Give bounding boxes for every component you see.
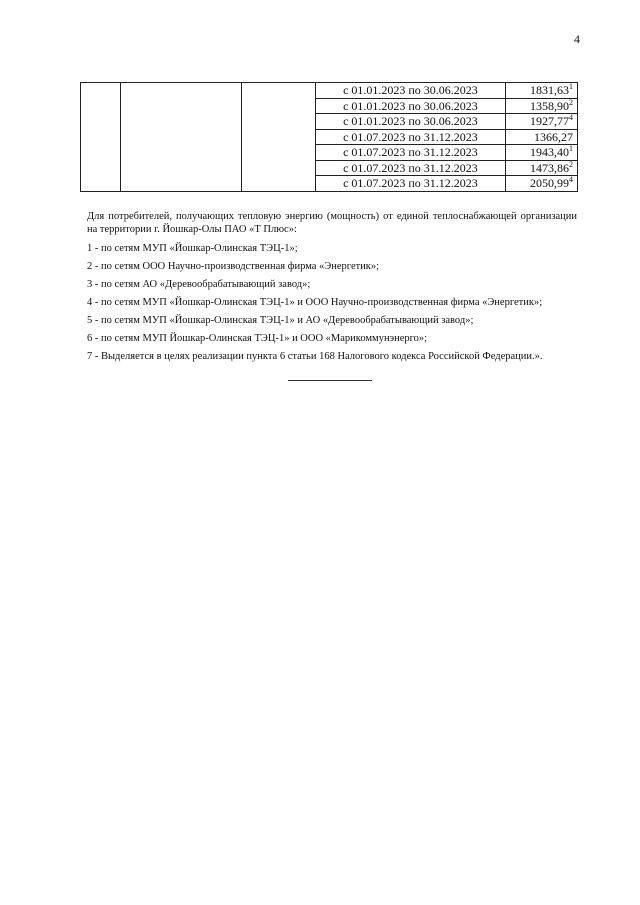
tariff-value: 1366,27 xyxy=(534,129,573,144)
footnote-mark: 1 xyxy=(569,82,573,92)
period-cell: с 01.07.2023 по 31.12.2023 xyxy=(315,129,506,145)
footnote-mark: 2 xyxy=(569,159,573,169)
tariff-value: 1831,63 xyxy=(530,83,569,98)
footnote-item: 1 - по сетям МУП «Йошкар-Олинская ТЭЦ-1»; xyxy=(87,243,298,254)
value-cell xyxy=(506,145,578,161)
value-cell xyxy=(506,129,578,145)
footnote-item: 7 - Выделяется в целях реализации пункта 6 статьи 168 Налогового кодекса Российской Федерации.». xyxy=(87,351,543,362)
footnote-mark: 1 xyxy=(569,144,573,154)
footnote-mark: 4 xyxy=(569,175,573,185)
tariff-table xyxy=(80,82,578,192)
tariff-value: 1358,90 xyxy=(530,98,569,113)
tariff-value: 1473,86 xyxy=(530,160,569,175)
footnote-item: 2 - по сетям ООО Научно-производственная фирма «Энергетик»; xyxy=(87,261,380,272)
value-cell xyxy=(506,176,578,192)
footnote-item: 5 - по сетям МУП «Йошкар-Олинская ТЭЦ-1» и АО «Деревообрабатывающий завод»; xyxy=(87,315,474,326)
footnote-item: 3 - по сетям АО «Деревообрабатывающий завод»; xyxy=(87,279,311,290)
footnote-mark: 2 xyxy=(569,97,573,107)
page-number: 4 xyxy=(574,32,580,46)
period-cell: с 01.01.2023 по 30.06.2023 xyxy=(315,98,506,114)
value-cell xyxy=(506,114,578,130)
footnote-item: 4 - по сетям МУП «Йошкар-Олинская ТЭЦ-1» и ООО Научно-производственная фирма «Энергетик»; xyxy=(87,297,543,308)
footnotes-intro: Для потребителей, получающих тепловую энергию (мощность) от единой теплоснабжающей организации на территории г. Йошкар-Олы ПАО «Т Плюс»: xyxy=(87,211,577,235)
period-cell: с 01.07.2023 по 31.12.2023 xyxy=(315,176,506,192)
period-cell: с 01.01.2023 по 30.06.2023 xyxy=(315,83,506,99)
table-row xyxy=(81,83,578,99)
footnote-mark: 4 xyxy=(569,113,573,123)
period-cell: с 01.07.2023 по 31.12.2023 xyxy=(315,160,506,176)
value-cell xyxy=(506,98,578,114)
period-cell: с 01.01.2023 по 30.06.2023 xyxy=(315,114,506,130)
footnotes xyxy=(87,210,577,368)
value-cell xyxy=(506,83,578,99)
empty-cell xyxy=(120,83,241,192)
tariff-value: 1943,40 xyxy=(530,145,569,160)
footnote-item: 6 - по сетям МУП Йошкар-Олинская ТЭЦ-1» и ООО «Марикоммунэнерго»; xyxy=(87,333,428,344)
tariff-value: 2050,99 xyxy=(530,176,569,191)
empty-cell xyxy=(81,83,121,192)
tariff-value: 1927,77 xyxy=(530,114,569,129)
value-cell xyxy=(506,160,578,176)
empty-cell xyxy=(241,83,315,192)
separator-line xyxy=(288,380,372,381)
period-cell: с 01.07.2023 по 31.12.2023 xyxy=(315,145,506,161)
